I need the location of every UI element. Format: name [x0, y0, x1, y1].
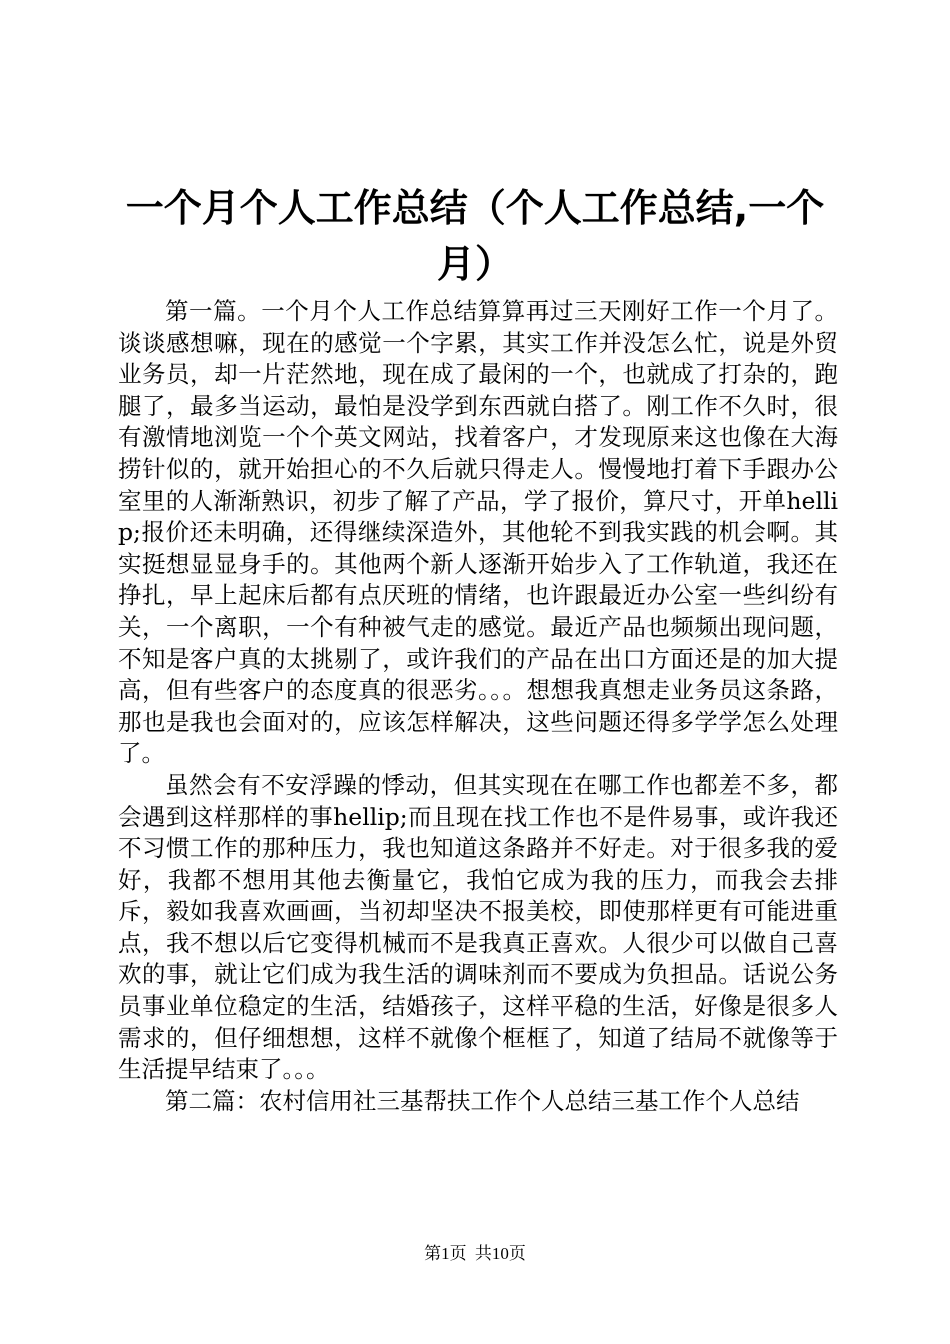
- body-paragraph-3: 第二篇：农村信用社三基帮扶工作个人总结三基工作个人总结: [165, 1086, 800, 1115]
- body-paragraph-1: 第一篇。一个月个人工作总结算算再过三天刚好工作一个月了。谈谈感想嘛，现在的感觉一个字累，其实工作并没怎么忙，说是外贸业务员，却一片茫然地，现在成了最闲的一个，也就成了打杂的，跑腿了，最多当运动，最怕是没学到东西就白搭了。刚工作不久时，很有激情地浏览一个个英文网站，找着客户，才发现原来这也像在大海捞针似的，就开始担心的不久后就只得走人。慢慢地打着下手跟办公室里的人渐渐熟识，初步了解了产品，学了报价，算尺寸，开单hellip;报价还未明确，还得继续深造外，其他轮不到我实践的机会啊。其实挺想显显身手的。其他两个新人逐渐开始步入了工作轨道，我还在挣扎，早上起床后都有点厌班的情绪，也许跟最近办公室一些纠纷有关，一个离职，一个有种被气走的感觉。最近产品也频频出现问题，不知是客户真的太挑剔了，或许我们的产品在出口方面还是的加大提高，但有些客户的态度真的很恶劣。。。想想我真想走业务员这条路，那也是我也会面对的，应该怎样解决，这些问题还得多学学怎么处理了。: [118, 297, 838, 768]
- document-title: [120, 180, 830, 292]
- body-paragraph-2: 虽然会有不安浮躁的悸动，但其实现在在哪工作也都差不多，都会遇到这样那样的事hellip;而且现在找工作也不是件易事，或许我还不习惯工作的那种压力，我也知道这条路并不好走。对于很多我的爱好，我都不想用其他去衡量它，我怕它成为我的压力，而我会去排斥，毅如我喜欢画画，当初却坚决不报美校，即使那样更有可能进重点，我不想以后它变得机械而不是我真正喜欢。人很少可以做自己喜欢的事，就让它们成为我生活的调味剂而不要成为负担品。话说公务员事业单位稳定的生活，结婚孩子，这样平稳的生活，好像是很多人需求的，但仔细想想，这样不就像个框框了，知道了结局不就像等于生活提早结束了。。。: [118, 770, 838, 1084]
- document-body: [118, 296, 838, 1117]
- document-title-line-1: 一个月个人工作总结（个人工作总结,一个: [125, 186, 825, 230]
- page-number: 第1页: [424, 1244, 467, 1263]
- page-total: 共10页: [474, 1244, 526, 1263]
- document-title-line-2: 月）: [436, 242, 513, 286]
- page-footer: [0, 1242, 950, 1266]
